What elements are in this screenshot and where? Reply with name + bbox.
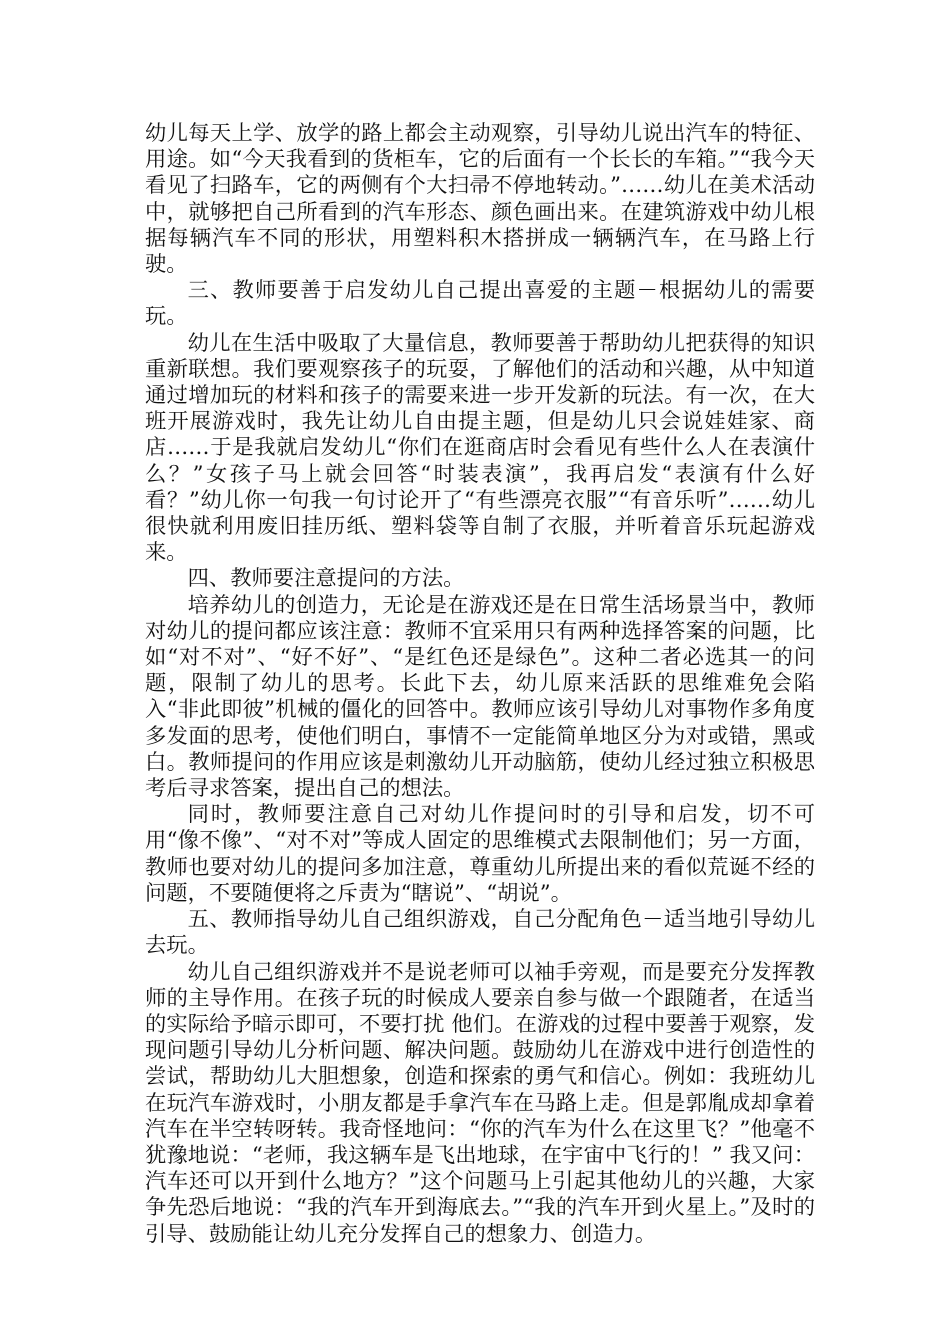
section-heading-5: 五、教师指导幼儿自己组织游戏，自己分配角色－适当地引导幼儿去玩。 [145,907,815,959]
paragraph-5: 培养幼儿的创造力，无论是在游戏还是在日常生活场景当中，教师对幼儿的提问都应该注意：教师不宜采用只有两种选择答案的问题，比如“对不对”、“好不好”、“是红色还是绿色”。这种二者必选其一的问题，限制了幼儿的思考。长此下去，幼儿原来活跃的思维难免会陷入“非此即彼”机械的僵化的回答中。教师应该引导幼儿对事物作多角度多发面的思考，使他们明白，事情不一定能简单地区分为对或错，黑或白。教师提问的作用应该是刺激幼儿开动脑筋，使幼儿经过独立积极思考后寻求答案，提出自己的想法。 [145,592,815,802]
paragraph-1: 幼儿每天上学、放学的路上都会主动观察，引导幼儿说出汽车的特征、用途。如“今天我看到的货柜车，它的后面有一个长长的车箱。”“我今天看见了扫路车，它的两侧有个大扫帚不停地转动。”……幼儿在美术活动中，就够把自己所看到的汽车形态、颜色画出来。在建筑游戏中幼儿根据每辆汽车不同的形状，用塑料积木搭拼成一辆辆汽车，在马路上行驶。 [145,121,815,278]
paragraph-6: 同时，教师要注意自己对幼儿作提问时的引导和启发，切不可用“像不像”、“对不对”等成人固定的思维模式去限制他们；另一方面，教师也要对幼儿的提问多加注意，尊重幼儿所提出来的看似荒诞不经的问题，不要随便将之斥责为“瞎说”、“胡说”。 [145,802,815,906]
paragraph-8: 幼儿自己组织游戏并不是说老师可以袖手旁观，而是要充分发挥教师的主导作用。在孩子玩的时候成人要亲自参与做一个跟随者，在适当的实际给予暗示即可，不要打扰 他们。在游戏的过程中要善于观察，发现问题引导幼儿分析问题、解决问题。鼓励幼儿在游戏中进行创造性的尝试，帮助幼儿大胆想象，创造和探索的勇气和信心。例如：我班幼儿在玩汽车游戏时，小朋友都是手拿汽车在马路上走。但是郭胤成却拿着汽车在半空转呀转。我奇怪地问：“你的汽车为什么在这里飞？”他毫不犹豫地说：“老师，我这辆车是飞出地球，在宇宙中飞行的！” 我又问：汽车还可以开到什么地方？”这个问题马上引起其他幼儿的兴趣，大家争先恐后地说：“我的汽车开到海底去。”“我的汽车开到火星上。”及时的引导、鼓励能让幼儿充分发挥自己的想象力、创造力。 [145,959,815,1247]
paragraph-3: 幼儿在生活中吸取了大量信息，教师要善于帮助幼儿把获得的知识重新联想。我们要观察孩子的玩耍，了解他们的活动和兴趣，从中知道通过增加玩的材料和孩子的需要来进一步开发新的玩法。有一次，在大班开展游戏时，我先让幼儿自由提主题，但是幼儿只会说娃娃家、商店……于是我就启发幼儿“你们在逛商店时会看见有些什么人在表演什么？”女孩子马上就会回答“时装表演”，我再启发“表演有什么好看？”幼儿你一句我一句讨论开了“有些漂亮衣服”“有音乐听”……幼儿很快就利用废旧挂历纸、塑料袋等自制了衣服，并听着音乐玩起游戏来。 [145,330,815,566]
document-body [145,121,815,1248]
section-heading-3: 三、教师要善于启发幼儿自己提出喜爱的主题－根据幼儿的需要玩。 [145,278,815,330]
section-heading-4: 四、教师要注意提问的方法。 [187,566,465,592]
